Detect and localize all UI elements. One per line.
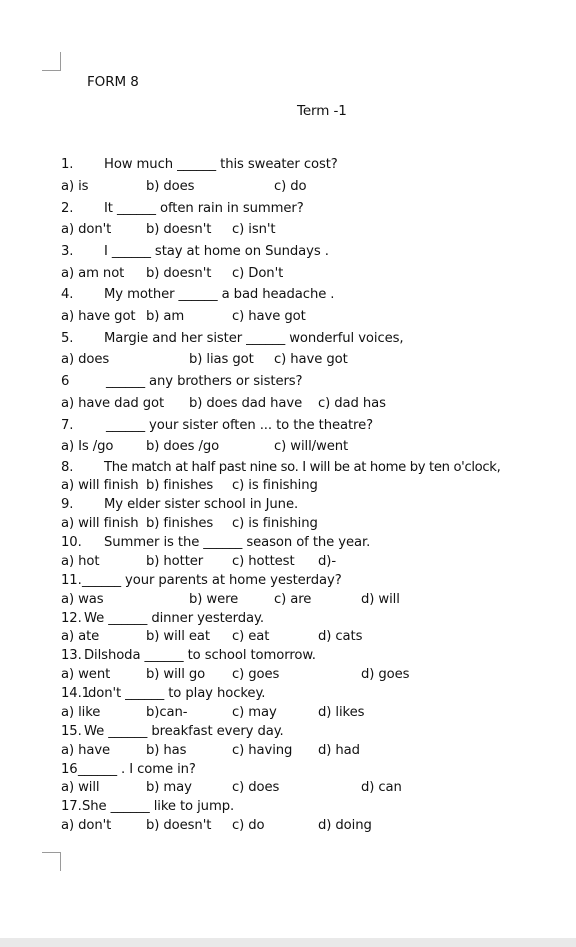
question-text: My mother ______ a bad headache .: [104, 287, 335, 302]
question-text: We ______ breakfast every day.: [84, 724, 284, 739]
answer-option: b) will eat: [146, 629, 210, 644]
question-number: 12.: [61, 611, 82, 626]
answer-option: a) have dad got: [61, 396, 165, 411]
question-number: 2.: [61, 201, 74, 216]
answer-option: b) doesn't: [146, 222, 212, 237]
answer-option: c) are: [274, 592, 312, 607]
answer-option: c) does: [232, 780, 280, 795]
question-text: Summer is the ______ season of the year.: [104, 535, 371, 550]
answer-option: a) don't: [61, 222, 112, 237]
question-text: Dilshoda ______ to school tomorrow.: [84, 648, 316, 663]
question-text: ______ your sister often ... to the theatre?: [106, 418, 373, 433]
answer-option: b) finishes: [146, 478, 214, 493]
answer-option: d) had: [318, 743, 360, 758]
answer-option: c) do: [274, 179, 307, 194]
question-number: 7.: [61, 418, 74, 433]
question-text: How much ______ this sweater cost?: [104, 157, 338, 172]
form-heading: FORM 8: [87, 74, 139, 90]
answer-option: c) goes: [232, 667, 280, 682]
question-number: 4.: [61, 287, 74, 302]
answer-option: b) doesn't: [146, 266, 212, 281]
answer-option: d) doing: [318, 818, 372, 833]
answer-option: a) have got: [61, 309, 136, 324]
question-number: 1.: [61, 157, 74, 172]
answer-option: c) is finishing: [232, 516, 318, 531]
answer-option: d) cats: [318, 629, 363, 644]
answer-option: c) will/went: [274, 439, 349, 454]
answer-option: b) will go: [146, 667, 206, 682]
question-number: 14.1: [61, 686, 90, 701]
question-number: 6: [61, 374, 70, 389]
answer-option: b) does /go: [146, 439, 220, 454]
answer-option: a) is: [61, 179, 89, 194]
question-text: I ______ stay at home on Sundays .: [104, 244, 329, 259]
answer-option: b) does dad have: [189, 396, 303, 411]
answer-option: c) isn't: [232, 222, 276, 237]
answer-option: c) do: [232, 818, 265, 833]
answer-option: a) went: [61, 667, 111, 682]
answer-option: a) does: [61, 352, 110, 367]
term-heading: Term -1: [297, 103, 347, 119]
answer-option: d) goes: [361, 667, 410, 682]
question-text: ______ any brothers or sisters?: [106, 374, 303, 389]
answer-option: d)-: [318, 554, 336, 569]
question-number: 17.: [61, 799, 82, 814]
question-number: 16: [61, 762, 78, 777]
question-text: We ______ dinner yesterday.: [84, 611, 264, 626]
answer-option: c) eat: [232, 629, 270, 644]
question-number: 10.: [61, 535, 82, 550]
answer-option: c) having: [232, 743, 293, 758]
answer-option: a) will finish: [61, 478, 139, 493]
answer-option: a) ate: [61, 629, 100, 644]
answer-option: b) hotter: [146, 554, 204, 569]
answer-option: d) will: [361, 592, 400, 607]
question-number: 11.: [61, 573, 82, 588]
answer-option: a) like: [61, 705, 101, 720]
answer-option: b) does: [146, 179, 195, 194]
answer-option: a) hot: [61, 554, 100, 569]
question-text: She ______ like to jump.: [82, 799, 235, 814]
answer-option: b) has: [146, 743, 187, 758]
page-corner-mark-bottom: [42, 852, 61, 871]
question-number: 13.: [61, 648, 82, 663]
answer-option: c) have got: [274, 352, 348, 367]
question-text: don't ______ to play hockey.: [88, 686, 266, 701]
question-text: It ______ often rain in summer?: [104, 201, 304, 216]
answer-option: d) can: [361, 780, 402, 795]
answer-option: b) am: [146, 309, 185, 324]
answer-option: c) may: [232, 705, 277, 720]
question-text: ______ . I come in?: [78, 762, 196, 777]
answer-option: b) doesn't: [146, 818, 212, 833]
answer-option: b) lias got: [189, 352, 254, 367]
answer-option: b) were: [189, 592, 239, 607]
answer-option: c) Don't: [232, 266, 284, 281]
answer-option: c) have got: [232, 309, 306, 324]
question-number: 9.: [61, 497, 74, 512]
answer-option: a) don't: [61, 818, 112, 833]
question-number: 5.: [61, 331, 74, 346]
answer-option: d) likes: [318, 705, 365, 720]
answer-option: a) was: [61, 592, 104, 607]
answer-option: b)can-: [146, 705, 188, 720]
question-number: 3.: [61, 244, 74, 259]
page-corner-mark-top: [42, 52, 61, 71]
answer-option: b) may: [146, 780, 192, 795]
answer-option: c) hottest: [232, 554, 295, 569]
answer-option: a) have: [61, 743, 111, 758]
answer-option: c) is finishing: [232, 478, 318, 493]
question-number: 8.: [61, 460, 74, 475]
question-text: The match at half past nine so. I will be at home by ten o'clock,: [104, 460, 501, 475]
answer-option: a) Is /go: [61, 439, 114, 454]
question-text: Margie and her sister ______ wonderful voices,: [104, 331, 404, 346]
answer-option: a) will: [61, 780, 100, 795]
answer-option: b) finishes: [146, 516, 214, 531]
answer-option: c) dad has: [318, 396, 386, 411]
answer-option: a) will finish: [61, 516, 139, 531]
answer-option: a) am not: [61, 266, 125, 281]
question-text: ______ your parents at home yesterday?: [82, 573, 342, 588]
question-number: 15.: [61, 724, 82, 739]
question-text: My elder sister school in June.: [104, 497, 299, 512]
